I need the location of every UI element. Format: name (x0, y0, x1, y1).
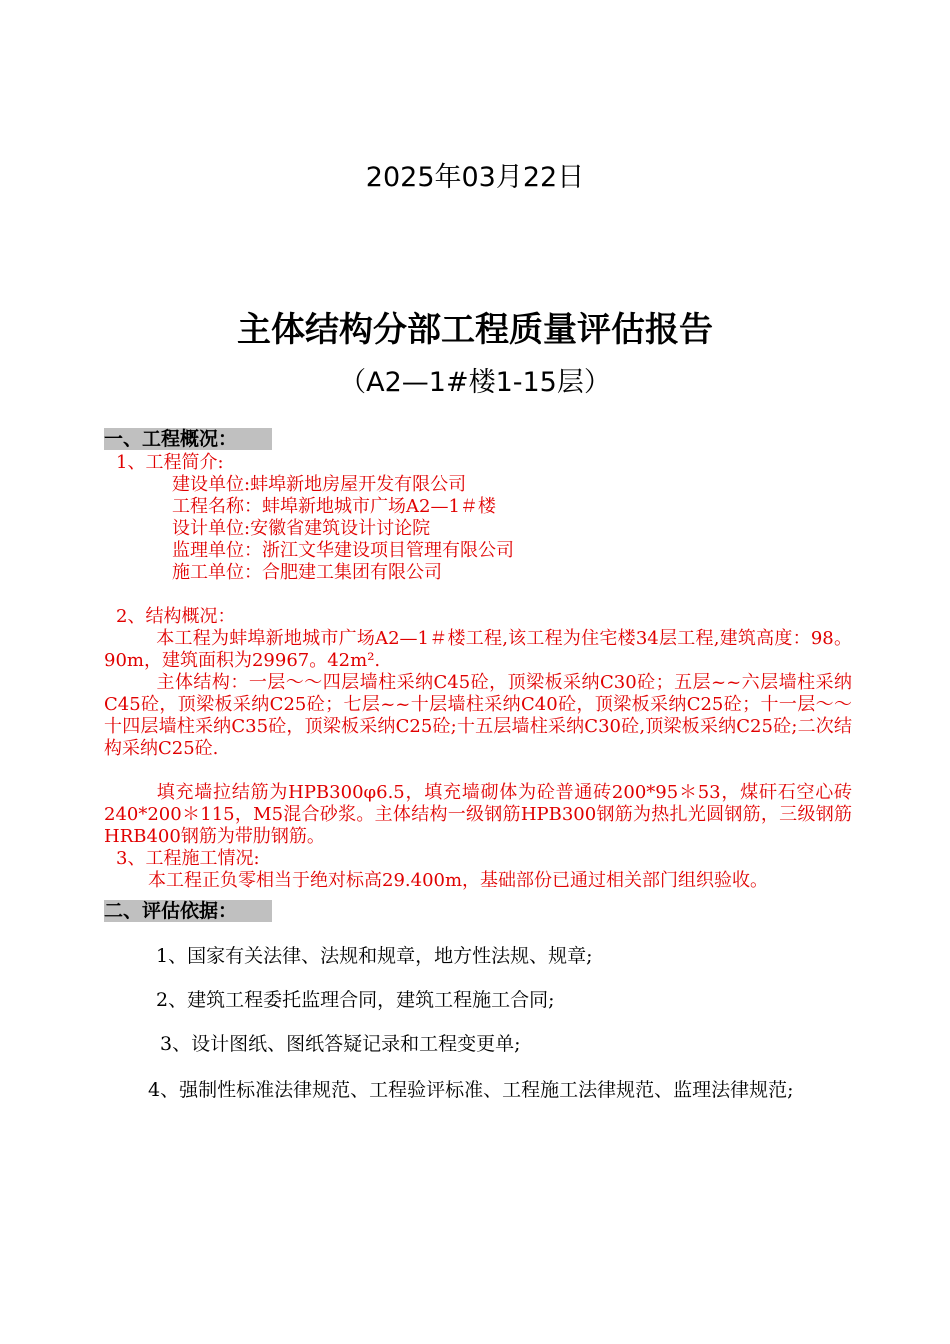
section-heading-basis: 二、评估依据： (104, 900, 272, 922)
report-date: 2025年03月22日 (365, 162, 585, 193)
basis-item: 2、建筑工程委托监理合同，建筑工程施工合同; (156, 989, 555, 1011)
structure-paragraph-infill: 填充墙拉结筋为HPB300φ6.5，填充墙砌体为砼普通砖200*95＊53，煤矸石空心砖240*200＊115，M5混合砂浆。主体结构一级钢筋HPB300钢筋为热扎光圆钢筋，三级钢筋HRB400钢筋为带肋钢筋。 (104, 782, 852, 847)
structure-paragraph-general: 本工程为蚌埠新地城市广场A2—1＃楼工程,该工程为住宅楼34层工程,建筑高度：98。90m，建筑面积为29967。42m². (104, 628, 852, 671)
basis-item: 1、国家有关法律、法规和规章，地方性法规、规章; (156, 945, 593, 967)
supervision-unit-line: 监理单位：浙江文华建设项目管理有限公司 (172, 540, 514, 561)
basis-item: 3、设计图纸、图纸答疑记录和工程变更单; (160, 1033, 521, 1055)
basis-item: 4、强制性标准法律规范、工程验评标准、工程施工法律规范、监理法律规范; (148, 1079, 794, 1101)
project-intro-label: 1、工程简介: (116, 452, 224, 473)
report-subtitle: （A2—1#楼1-15层） (339, 367, 611, 398)
structure-overview-label: 2、结构概况： (116, 606, 236, 627)
construction-unit-line: 施工单位：合肥建工集团有限公司 (172, 562, 442, 583)
report-title: 主体结构分部工程质量评估报告 (237, 310, 713, 350)
design-unit-line: 设计单位:安徽省建筑设计讨论院 (172, 518, 431, 539)
structure-paragraph-main: 主体结构：一层～～四层墙柱采纳C45砼，顶梁板采纳C30砼；五层~~六层墙柱采纳C45砼，顶梁板采纳C25砼；七层~~十层墙柱采纳C40砼，顶梁板采纳C25砼；十一层～～十四层墙柱采纳C35砼，顶梁板采纳C25砼;十五层墙柱采纳C30砼,顶梁板采纳C25砼;二次结构采纳C25砼. (104, 672, 852, 759)
construction-status-label: 3、工程施工情况: (116, 848, 260, 869)
owner-unit-line: 建设单位:蚌埠新地房屋开发有限公司 (172, 474, 467, 495)
construction-status-paragraph: 本工程正负零相当于绝对标高29.400m，基础部份已通过相关部门组织验收。 (148, 870, 769, 891)
project-name-line: 工程名称：蚌埠新地城市广场A2—1＃楼 (172, 496, 496, 517)
section-heading-overview: 一、工程概况： (104, 428, 272, 450)
